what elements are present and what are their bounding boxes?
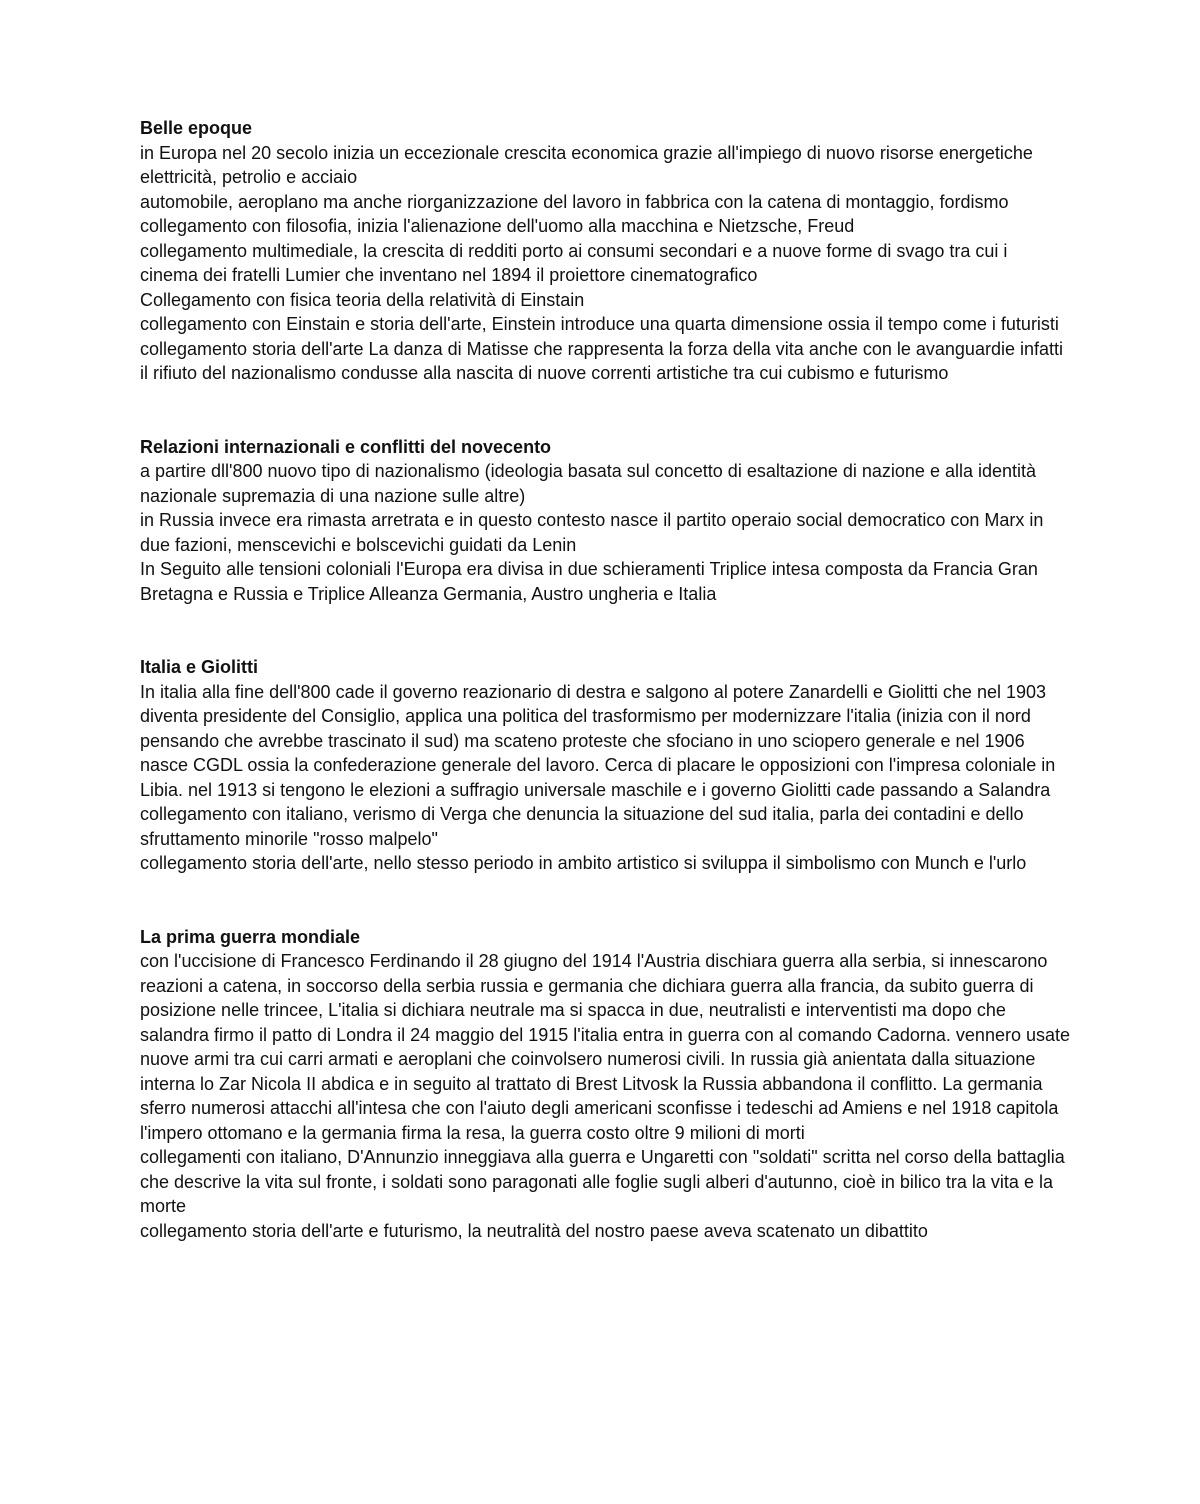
document-page: [140, 116, 1070, 1243]
section-spacer: [140, 876, 1070, 925]
paragraph: a partire dll'800 nuovo tipo di nazionalismo (ideologia basata sul concetto di esaltazione di nazione e alla identità nazionale supremazia di una nazione sulle altre): [140, 461, 1037, 506]
section-title: Italia e Giolitti: [140, 657, 259, 677]
paragraph: In italia alla fine dell'800 cade il governo reazionario di destra e salgono al potere Zanardelli e Giolitti che nel 1903 diventa presidente del Consiglio, applica una politica del trasformismo per modernizzare l'italia (inizia con il nord pensando che avrebbe trascinato il sud) ma scateno proteste che sfociano in uno sciopero generale e nel 1906 nasce CGDL ossia la confederazione generale del lavoro. Cerca di placare le opposizioni con l'impresa coloniale in Libia. nel 1913 si tengono le elezioni a suffragio universale maschile e i governo Giolitti cade passando a Salandra: [140, 681, 1056, 800]
section-title: Belle epoque: [140, 118, 253, 138]
section-spacer: [140, 386, 1070, 435]
paragraph: collegamento con italiano, verismo di Verga che denuncia la situazione del sud italia, parla dei contadini e dello sfruttamento minorile "rosso malpelo": [140, 804, 1024, 849]
paragraph: collegamento storia dell'arte e futurismo, la neutralità del nostro paese aveva scatenato un dibattito: [140, 1220, 928, 1241]
paragraph: in Russia invece era rimasta arretrata e in questo contesto nasce il partito operaio social democratico con Marx in due fazioni, menscevichi e bolscevichi guidati da Lenin: [140, 510, 1044, 555]
paragraph: collegamenti con italiano, D'Annunzio inneggiava alla guerra e Ungaretti con "soldati" scritta nel corso della battaglia che descrive la vita sul fronte, i soldati sono paragonati alle foglie sugli alberi d'autunno, cioè in bilico tra la vita e la morte: [140, 1147, 1065, 1216]
paragraph: in Europa nel 20 secolo inizia un eccezionale crescita economica grazie all'impiego di nuovo risorse energetiche elettricità, petrolio e acciaio: [140, 142, 1033, 187]
paragraph: In Seguito alle tensioni coloniali l'Europa era divisa in due schieramenti Triplice intesa composta da Francia Gran Bretagna e Russia e Triplice Alleanza Germania, Austro ungheria e Italia: [140, 559, 1038, 604]
paragraph: collegamento con Einstain e storia dell'arte, Einstein introduce una quarta dimensione ossia il tempo come i futuristi: [140, 314, 1059, 334]
section-title: La prima guerra mondiale: [140, 926, 361, 947]
section-prima-guerra-mondiale: [140, 925, 1070, 1244]
section-relazioni-internazionali: [140, 435, 1070, 607]
paragraph: automobile, aeroplano ma anche riorganizzazione del lavoro in fabbrica con la catena di montaggio, fordismo: [140, 191, 1009, 212]
section-belle-epoque: [140, 116, 1070, 386]
paragraph: con l'uccisione di Francesco Ferdinando il 28 giugno del 1914 l'Austria dischiara guerra alla serbia, si innescarono reazioni a catena, in soccorso della serbia russia e germania che dichiara guerra alla francia, da subito guerra di posizione nelle trincee, L'italia si dichiara neutrale ma si spacca in due, neutralisti e interventisti ma dopo che salandra firmo il patto di Londra il 24 maggio del 1915 l'italia entra in guerra con al comando Cadorna. vennero usate nuove armi tra cui carri armati e aeroplani che coinvolsero numerosi civili. In russia già anientata dalla situazione interna lo Zar Nicola II abdica e in seguito al trattato di Brest Litvosk la Russia abbandona il conflitto. La germania sferro numerosi attacchi all'intesa che con l'aiuto degli americani sconfisse i tedeschi ad Amiens e nel 1918 capitola l'impero ottomano e la germania firma la resa, la guerra costo oltre 9 milioni di morti: [140, 951, 1071, 1143]
paragraph: collegamento storia dell'arte La danza di Matisse che rappresenta la forza della vita anche con le avanguardie infatti il rifiuto del nazionalismo condusse alla nascita di nuove correnti artistiche tra cui cubismo e futurismo: [140, 338, 1063, 383]
paragraph: collegamento storia dell'arte, nello stesso periodo in ambito artistico si sviluppa il simbolismo con Munch e l'urlo: [140, 853, 1027, 873]
section-italia-giolitti: [140, 655, 1070, 876]
paragraph: Collegamento con fisica teoria della relatività di Einstain: [140, 289, 585, 310]
section-title: Relazioni internazionali e conflitti del novecento: [140, 436, 552, 457]
paragraph: collegamento con filosofia, inizia l'alienazione dell'uomo alla macchina e Nietzsche, Freud: [140, 216, 855, 236]
paragraph: collegamento multimediale, la crescita di redditi porto ai consumi secondari e a nuove forme di svago tra cui i cinema dei fratelli Lumier che inventano nel 1894 il proiettore cinematografico: [140, 240, 1008, 285]
section-spacer: [140, 606, 1070, 655]
